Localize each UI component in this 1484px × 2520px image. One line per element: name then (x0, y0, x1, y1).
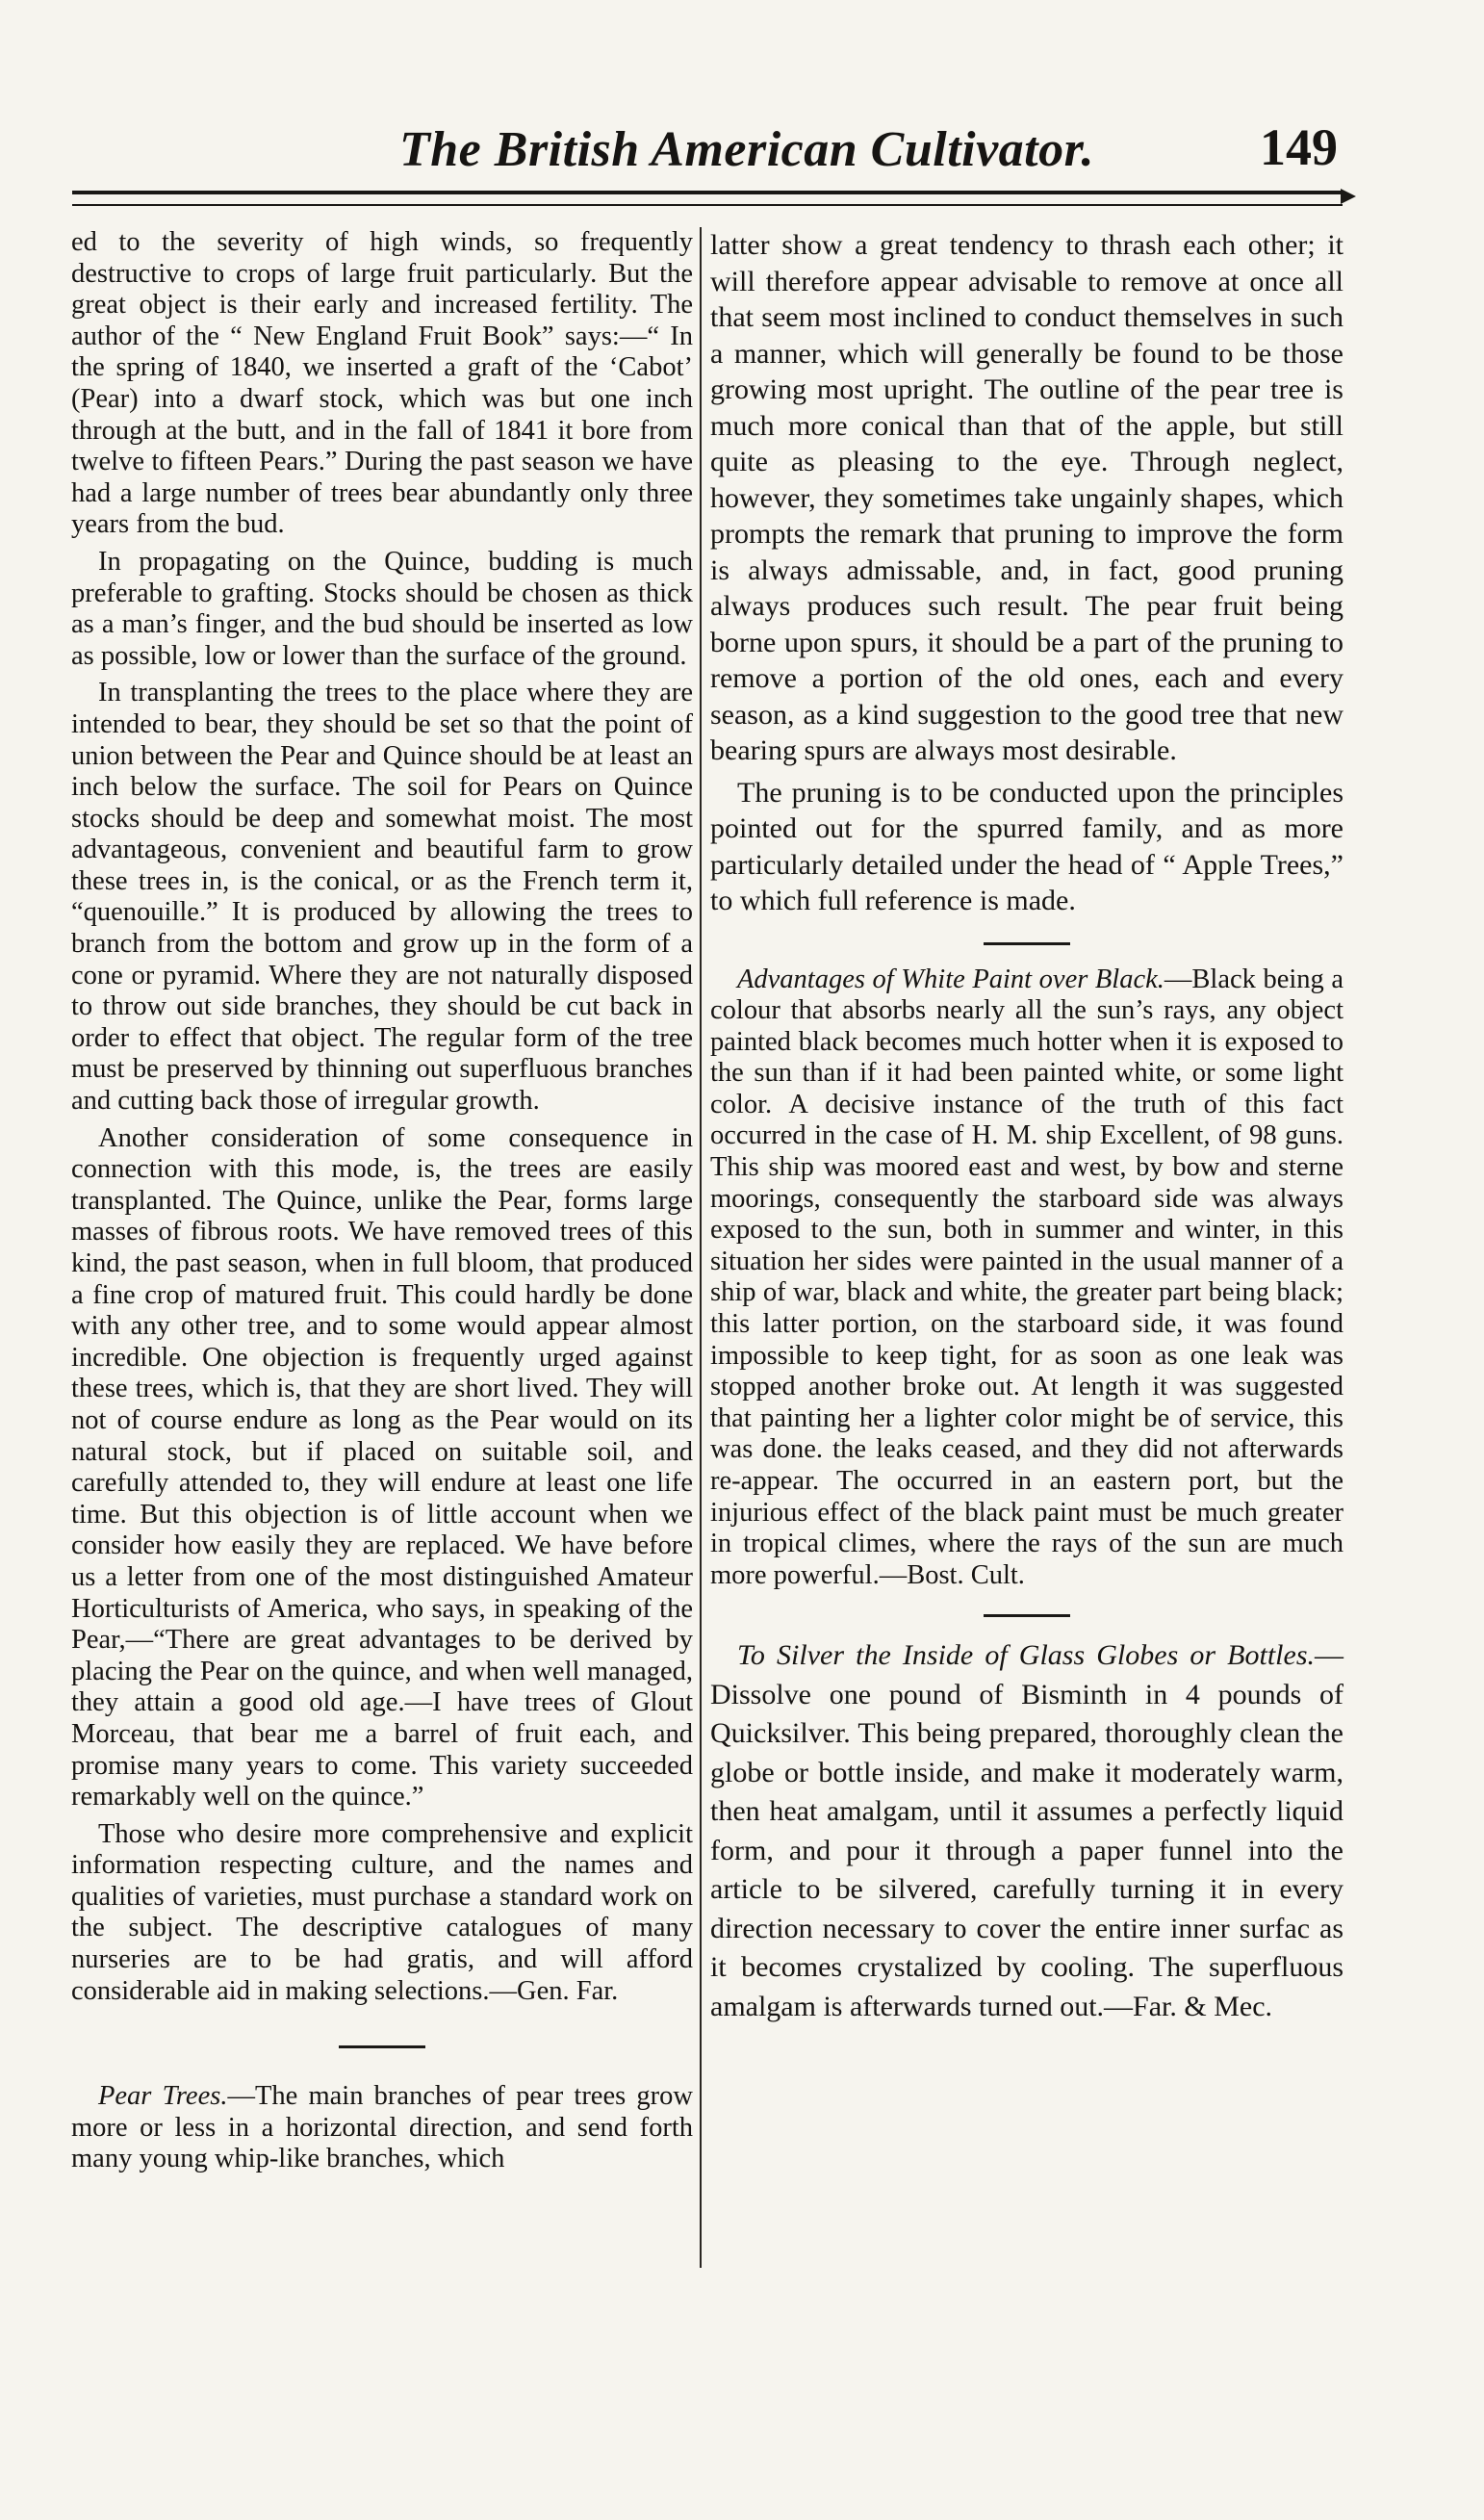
white-paint-heading: Advantages of White Paint over Black. (737, 964, 1164, 994)
pear-trees-pruning: The pruning is to be conducted upon the principles pointed out for the spurred family, and as more particularly detailed under the head of “ Apple Trees,” to which full reference is made. (710, 776, 1343, 916)
pear-culture-paragraph-1: ed to the severity of high winds, so frequently destructive to crops of large fruit particularly. But the great object is their early and increased fertility. The author of the “ New England Fruit Book” says:—“ In the spring of 1840, we inserted a graft of the ‘Cabot’ (Pear) into a dwarf stock, which was but one inch through at the butt, and in the fall of 1841 it bore from twelve to fifteen Pears.” During the past season we have had a large number of trees bear abundantly only three years from the bud. (71, 227, 693, 540)
pear-trees-continued: latter show a great tendency to thrash each other; it will therefore appear advisable to remove at once all that seem most inclined to conduct themselves in such a manner, which will generally be found to be those growing most upright. The outline of the pear tree is much more conical than that of the apple, but still quite as pleasing to the eye. Through neglect, however, they sometimes take ungainly shapes, which prompts the remark that pruning to improve the form is always admissable, and, in fact, good pruning always produces such result. The pear fruit being borne upon spurs, it should be a part of the pruning to remove a portion of the old ones, each and every season, as a kind suggestion to the good tree that new bearing spurs are always most desirable. (710, 229, 1343, 766)
silver-globes-heading: To Silver the Inside of Glass Globes or Bottles. (737, 1639, 1315, 1672)
left-column (71, 227, 693, 2175)
section-divider (339, 2045, 425, 2048)
section-divider (984, 942, 1070, 945)
pear-trees-text: —The main branches of pear trees grow more or less in a horizontal direction, and send forth many young whip-like branches, which (71, 2081, 693, 2174)
pear-culture-paragraph-2: In propagating on the Quince, budding is much preferable to grafting. Stocks should be chosen as thick as a man’s finger, and the bud should be inserted as low as possible, low or lower than the surface of the ground. (71, 546, 693, 671)
pear-culture-paragraph-5: Those who desire more comprehensive and explicit information respecting culture, and the names and qualities of varieties, must purchase a standard work on the subject. The descriptive catalogues of many nurseries are to be had gratis, and will afford considerable aid in making selections.—Gen. Far. (71, 1818, 693, 2006)
silver-globes-text: —Dissolve one pound of Bisminth in 4 pounds of Quicksilver. This being prepared, thoroughly clean the globe or bottle inside, and make it moderately warm, then heat amalgam, until it assumes a perfectly liquid form, and pour it through a paper funnel into the article to be silvered, carefully turning it in every direction necessary to cover the entire inner surfac as it becomes crystalized by cooling. The superfluous amalgam is afterwards turned out.—Far. & Mec. (710, 1639, 1343, 2022)
page-number: 149 (1260, 118, 1338, 176)
white-paint-article (710, 964, 1343, 1592)
column-divider (700, 227, 702, 2268)
right-column (710, 227, 1343, 2026)
section-divider (984, 1614, 1070, 1617)
white-paint-text: —Black being a colour that absorbs nearly all the sun’s rays, any object painted black becomes much hotter when it is exposed to the sun than if it had been painted white, or some light color. A decisive instance of the truth of this fact occurred in the case of H. M. ship Excellent, of 98 guns. This ship was moored east and west, by bow and sterne moorings, consequently the starboard side was always exposed to the sun, both in summer and winter, in this situation her sides were painted in the usual manner of a ship of war, black and white, the greater part being black; this latter portion, on the starboard side, it was found impossible to keep tight, for as soon as one leak was stopped another broke out. At length it was suggested that painting her a lighter color might be of service, this was done. the leaks ceased, and they did not afterwards re-appear. The occurred in an eastern port, but the injurious effect of the black paint must be much greater in tropical climes, where the rays of the sun are much more powerful.—Bost. Cult. (710, 964, 1343, 1590)
running-head (77, 114, 1357, 191)
pear-trees-heading: Pear Trees. (98, 2081, 228, 2112)
running-title: The British American Cultivator. (399, 122, 1094, 177)
pear-culture-paragraph-4: Another consideration of some consequence in connection with this mode, is, the trees are easily transplanted. The Quince, unlike the Pear, forms large masses of fibrous roots. We have removed trees of this kind, the past season, when in full bloom, that produced a fine crop of matured fruit. This could hardly be done with any other tree, and to some would appear almost incredible. One objection is frequently urged against these trees, which is, that they are short lived. They will not of course endure as long as the Pear would on its natural stock, but if placed on suitable soil, and carefully attended to, they will endure at least one life time. But this objection is of little account when we consider how easily they are replaced. We have before us a letter from one of the most distinguished Amateur Horticulturists of America, who says, in speaking of the Pear,—“There are great advantages to be derived by placing the Pear on the quince, and when well managed, they attain a good old age.—I have trees of Glout Morceau, that bear me a barrel of fruit each, and promise many years to come. This variety succeeded remarkably well on the quince.” (71, 1122, 693, 1813)
silver-globes-article (710, 1636, 1343, 2026)
pear-culture-paragraph-3: In transplanting the trees to the place where they are intended to bear, they should be set so that the point of union between the Pear and Quince should be at least an inch below the surface. The soil for Pears on Quince stocks should be deep and somewhat moist. The most advantageous, convenient and beautiful farm to grow these trees in, is the conical, or as the French term it, “quenouille.” It is produced by allowing the trees to branch from the bottom and grow up in the form of a cone or pyramid. Where they are not naturally disposed to throw out side branches, they should be cut back in order to effect that object. The regular form of the tree must be preserved by thinning out superfluous branches and cutting back those of irregular growth. (71, 678, 693, 1117)
header-rule (72, 191, 1343, 206)
pear-trees-article-start (71, 2081, 693, 2175)
